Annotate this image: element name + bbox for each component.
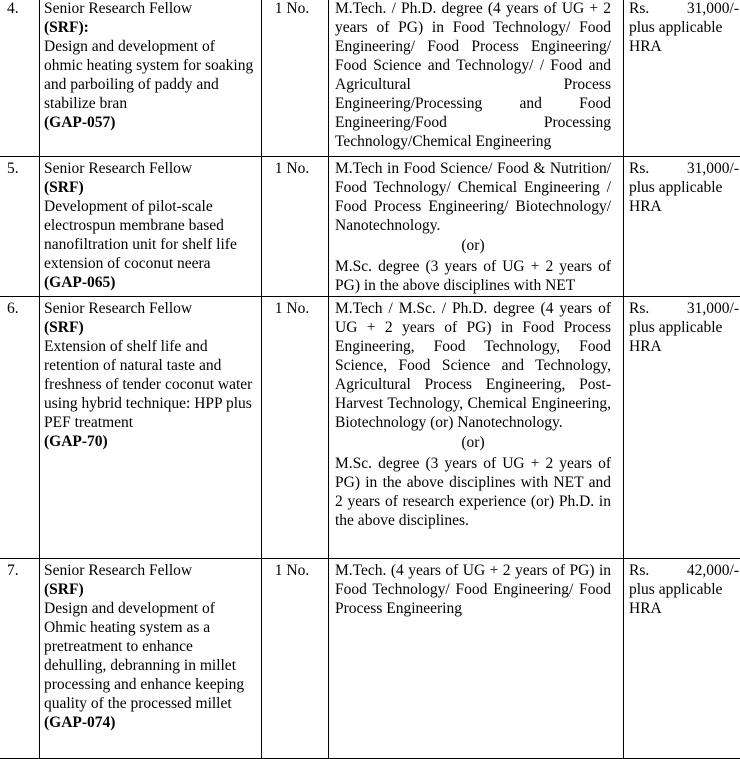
project-title: Development of pilot-scale electrospun membrane based nanofiltration unit for shelf life extension of coconut neera (44, 198, 237, 272)
salary-suffix: plus applicable HRA (629, 580, 739, 618)
salary-prefix: Rs. (629, 0, 649, 18)
position-abbr: (SRF) (44, 178, 257, 197)
salary-amount: 31,000/- (687, 299, 739, 318)
qualification-cell (329, 297, 624, 559)
qualification-text: M.Tech in Food Science/ Food & Nutrition/ Food Technology/ Chemical Engineering / Food Process Engineering/ Biotechnology/ Nanotechnology. (335, 159, 611, 235)
serial-number: 7. (0, 559, 40, 759)
project-code: (GAP-70) (44, 432, 257, 451)
vacancy-count: 1 No. (262, 0, 329, 157)
vacancy-count: 1 No. (262, 297, 329, 559)
salary-suffix: plus applicable HRA (629, 18, 739, 56)
salary-prefix: Rs. (629, 299, 649, 318)
table-row (0, 0, 740, 157)
salary-line (629, 299, 739, 318)
salary-suffix: plus applicable HRA (629, 178, 739, 216)
position-cell (40, 559, 262, 759)
position-title: Senior Research Fellow (44, 159, 257, 178)
qualification-text: M.Tech. (4 years of UG + 2 years of PG) in Food Technology/ Food Engineering/ Food Process Engineering (335, 561, 611, 618)
qualification-alt-text: M.Sc. degree (3 years of UG + 2 years of PG) in the above disciplines with NET (335, 257, 611, 295)
position-abbr: (SRF) (44, 318, 257, 337)
salary-cell (624, 157, 740, 297)
serial-number: 5. (0, 157, 40, 297)
qualification-alt-text: M.Sc. degree (3 years of UG + 2 years of PG) in the above disciplines with NET and 2 years of research experience (or) Ph.D. in the above disciplines. (335, 454, 611, 530)
salary-amount: 31,000/- (687, 0, 739, 18)
position-title: Senior Research Fellow (44, 0, 257, 18)
salary-suffix: plus applicable HRA (629, 318, 739, 356)
project-code: (GAP-065) (44, 274, 115, 291)
position-cell (40, 297, 262, 559)
serial-number: 6. (0, 297, 40, 559)
salary-prefix: Rs. (629, 561, 649, 580)
position-cell (40, 0, 262, 157)
qualification-cell (329, 559, 624, 759)
salary-line (629, 0, 739, 18)
project-title: Design and development of ohmic heating system for soaking and parboiling of paddy and stabilize bran (44, 37, 257, 113)
position-title: Senior Research Fellow (44, 299, 257, 318)
qualification-cell (329, 157, 624, 297)
position-title: Senior Research Fellow (44, 561, 257, 580)
salary-prefix: Rs. (629, 159, 649, 178)
salary-amount: 31,000/- (687, 159, 739, 178)
position-abbr: (SRF) (44, 580, 257, 599)
position-abbr: (SRF): (44, 18, 257, 37)
table-row (0, 297, 740, 559)
salary-cell (624, 297, 740, 559)
project-title: Design and development of Ohmic heating system as a pretreatment to enhance dehulling, debranning in millet processing and enhance keeping quality of the processed millet (44, 599, 257, 713)
salary-line (629, 159, 739, 178)
project-title: Extension of shelf life and retention of natural taste and freshness of tender coconut water using hybrid technique: HPP plus PEF treatment (44, 337, 257, 432)
table-row (0, 157, 740, 297)
position-cell (40, 157, 262, 297)
or-separator: (or) (335, 432, 611, 454)
table-row (0, 559, 740, 759)
serial-number: 4. (0, 0, 40, 157)
vacancy-count: 1 No. (262, 157, 329, 297)
project-code: (GAP-074) (44, 713, 257, 732)
salary-line (629, 561, 739, 580)
salary-amount: 42,000/- (687, 561, 739, 580)
qualification-text: M.Tech. / Ph.D. degree (4 years of UG + 2 years of PG) in Food Technology/ Food Engineering/ Food Process Engineering/ Food Science and Technology/ / Food and Agricultural Process Engineering/Processing and Food Engineering/Food Processing Technology/Chemical Engineering (335, 0, 611, 151)
project-code: (GAP-057) (44, 113, 257, 132)
qualification-text: M.Tech / M.Sc. / Ph.D. degree (4 years of UG + 2 years of PG) in Food Process Engineering, Food Technology, Food Science, Food Science and Technology, Agricultural Process Engineering, Post-Harvest Technology, Chemical Engineering, Biotechnology (or) Nanotechnology. (335, 299, 611, 432)
qualification-cell (329, 0, 624, 157)
salary-cell (624, 559, 740, 759)
vacancy-count: 1 No. (262, 559, 329, 759)
salary-cell (624, 0, 740, 157)
or-separator: (or) (335, 235, 611, 257)
